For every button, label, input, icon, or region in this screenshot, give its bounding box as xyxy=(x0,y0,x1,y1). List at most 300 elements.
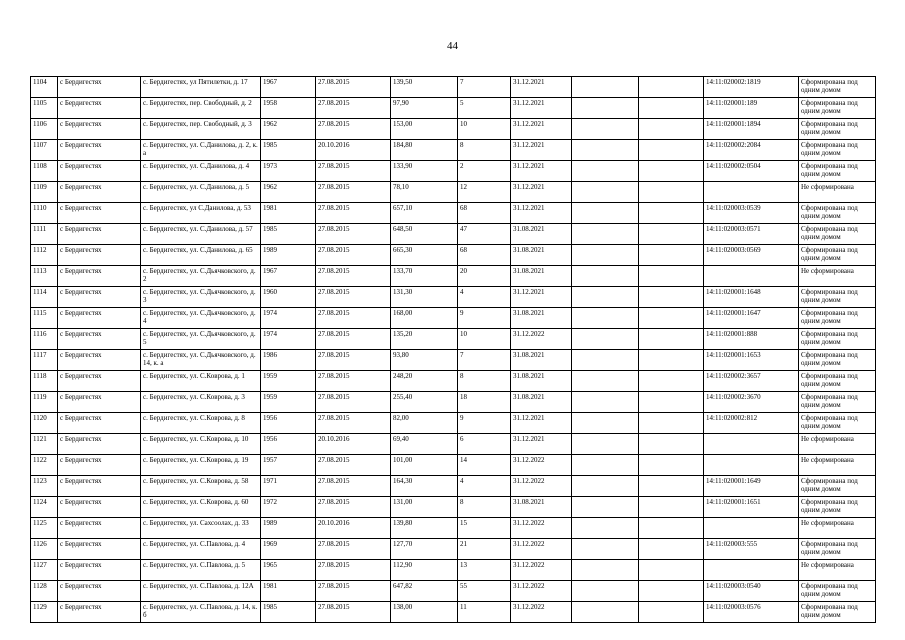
land-status-cell: Сформирована под одним домом xyxy=(799,224,876,245)
settlement-cell: с Бердигестях xyxy=(58,392,141,413)
table-row xyxy=(31,455,876,476)
settlement-cell: с Бердигестях xyxy=(58,140,141,161)
settlement-cell: с Бердигестях xyxy=(58,560,141,581)
land-status-cell: Сформирована под одним домом xyxy=(799,350,876,371)
area-cell: 82,00 xyxy=(391,413,458,434)
address-cell: с. Бердигестях, ул. Сахсоолах, д. 33 xyxy=(141,518,261,539)
inclusion-date-cell: 27.08.2015 xyxy=(316,266,391,287)
settlement-cell: с Бердигестях xyxy=(58,77,141,98)
planned-date-cell: 31.08.2021 xyxy=(511,224,572,245)
empty-cell xyxy=(639,539,704,560)
planned-date-cell: 31.08.2021 xyxy=(511,371,572,392)
planned-date-cell: 31.12.2021 xyxy=(511,182,572,203)
empty-cell xyxy=(639,203,704,224)
address-cell: с. Бердигестях, ул. С.Коврова, д. 1 xyxy=(141,371,261,392)
planned-date-cell: 31.12.2022 xyxy=(511,329,572,350)
settlement-cell: с Бердигестях xyxy=(58,371,141,392)
residents-cell: 68 xyxy=(458,203,511,224)
address-cell: с. Бердигестях, ул. С.Дьячковского, д. 5 xyxy=(141,329,261,350)
residents-cell: 55 xyxy=(458,581,511,602)
inclusion-date-cell: 27.08.2015 xyxy=(316,245,391,266)
planned-date-cell: 31.12.2021 xyxy=(511,287,572,308)
cadastral-number-cell xyxy=(704,182,799,203)
address-cell: с. Бердигестях, ул. С.Павлова, д. 14, к. б xyxy=(141,602,261,623)
cadastral-number-cell xyxy=(704,434,799,455)
empty-cell xyxy=(572,434,639,455)
inclusion-date-cell: 27.08.2015 xyxy=(316,392,391,413)
address-cell: с. Бердигестях, ул. С.Данилова, д. 57 xyxy=(141,224,261,245)
area-cell: 657,10 xyxy=(391,203,458,224)
build-year-cell: 1959 xyxy=(261,371,316,392)
land-status-cell: Сформирована под одним домом xyxy=(799,539,876,560)
area-cell: 184,80 xyxy=(391,140,458,161)
residents-cell: 10 xyxy=(458,119,511,140)
area-cell: 78,10 xyxy=(391,182,458,203)
inclusion-date-cell: 27.08.2015 xyxy=(316,476,391,497)
land-status-cell: Сформирована под одним домом xyxy=(799,497,876,518)
area-cell: 648,50 xyxy=(391,224,458,245)
planned-date-cell: 31.12.2021 xyxy=(511,119,572,140)
build-year-cell: 1981 xyxy=(261,581,316,602)
empty-cell xyxy=(639,518,704,539)
area-cell: 93,80 xyxy=(391,350,458,371)
row-number: 1121 xyxy=(31,434,58,455)
table-row xyxy=(31,140,876,161)
table-row xyxy=(31,245,876,266)
cadastral-number-cell: 14:11:020002:3670 xyxy=(704,392,799,413)
cadastral-number-cell: 14:11:020002:2084 xyxy=(704,140,799,161)
area-cell: 112,90 xyxy=(391,560,458,581)
area-cell: 139,80 xyxy=(391,518,458,539)
planned-date-cell: 31.08.2021 xyxy=(511,350,572,371)
land-status-cell: Сформирована под одним домом xyxy=(799,371,876,392)
residents-cell: 12 xyxy=(458,182,511,203)
build-year-cell: 1956 xyxy=(261,413,316,434)
residents-cell: 68 xyxy=(458,245,511,266)
empty-cell xyxy=(572,287,639,308)
area-cell: 101,00 xyxy=(391,455,458,476)
settlement-cell: с Бердигестях xyxy=(58,497,141,518)
cadastral-number-cell: 14:11:020001:1648 xyxy=(704,287,799,308)
row-number: 1127 xyxy=(31,560,58,581)
address-cell: с. Бердигестях, ул. С.Коврова, д. 3 xyxy=(141,392,261,413)
land-status-cell: Не сформирована xyxy=(799,182,876,203)
table-row xyxy=(31,371,876,392)
area-cell: 133,90 xyxy=(391,161,458,182)
empty-cell xyxy=(639,329,704,350)
area-cell: 665,30 xyxy=(391,245,458,266)
empty-cell xyxy=(572,98,639,119)
settlement-cell: с Бердигестях xyxy=(58,476,141,497)
cadastral-number-cell: 14:11:020001:189 xyxy=(704,98,799,119)
address-cell: с. Бердигестях, ул. С.Коврова, д. 8 xyxy=(141,413,261,434)
inclusion-date-cell: 27.08.2015 xyxy=(316,539,391,560)
address-cell: с. Бердигестях, ул. С.Павлова, д. 4 xyxy=(141,539,261,560)
empty-cell xyxy=(639,434,704,455)
planned-date-cell: 31.08.2021 xyxy=(511,497,572,518)
residents-cell: 11 xyxy=(458,602,511,623)
table-row xyxy=(31,287,876,308)
land-status-cell: Не сформирована xyxy=(799,455,876,476)
table-row xyxy=(31,518,876,539)
table-row xyxy=(31,98,876,119)
residents-cell: 4 xyxy=(458,476,511,497)
planned-date-cell: 31.12.2022 xyxy=(511,518,572,539)
settlement-cell: с Бердигестях xyxy=(58,539,141,560)
build-year-cell: 1972 xyxy=(261,497,316,518)
empty-cell xyxy=(572,224,639,245)
row-number: 1108 xyxy=(31,161,58,182)
address-cell: с. Бердигестях, ул. С.Павлова, д. 5 xyxy=(141,560,261,581)
land-status-cell: Сформирована под одним домом xyxy=(799,203,876,224)
empty-cell xyxy=(572,161,639,182)
row-number: 1129 xyxy=(31,602,58,623)
cadastral-number-cell: 14:11:020002:3657 xyxy=(704,371,799,392)
build-year-cell: 1985 xyxy=(261,224,316,245)
residents-cell: 47 xyxy=(458,224,511,245)
build-year-cell: 1959 xyxy=(261,392,316,413)
area-cell: 168,00 xyxy=(391,308,458,329)
planned-date-cell: 31.12.2022 xyxy=(511,539,572,560)
empty-cell xyxy=(572,371,639,392)
empty-cell xyxy=(639,371,704,392)
row-number: 1104 xyxy=(31,77,58,98)
address-cell: с. Бердигестях, ул. С.Дьячковского, д. 4 xyxy=(141,308,261,329)
residents-cell: 8 xyxy=(458,371,511,392)
cadastral-number-cell: 14:11:020002:812 xyxy=(704,413,799,434)
inclusion-date-cell: 27.08.2015 xyxy=(316,182,391,203)
land-status-cell: Сформирована под одним домом xyxy=(799,245,876,266)
inclusion-date-cell: 20.10.2016 xyxy=(316,518,391,539)
inclusion-date-cell: 27.08.2015 xyxy=(316,224,391,245)
empty-cell xyxy=(639,266,704,287)
empty-cell xyxy=(639,98,704,119)
empty-cell xyxy=(639,581,704,602)
area-cell: 131,30 xyxy=(391,287,458,308)
table-row xyxy=(31,161,876,182)
area-cell: 153,00 xyxy=(391,119,458,140)
cadastral-number-cell xyxy=(704,455,799,476)
inclusion-date-cell: 27.08.2015 xyxy=(316,161,391,182)
cadastral-number-cell: 14:11:020001:1894 xyxy=(704,119,799,140)
settlement-cell: с Бердигестях xyxy=(58,266,141,287)
residents-cell: 8 xyxy=(458,140,511,161)
land-status-cell: Сформирована под одним домом xyxy=(799,476,876,497)
residents-cell: 4 xyxy=(458,287,511,308)
settlement-cell: с Бердигестях xyxy=(58,581,141,602)
table-row xyxy=(31,392,876,413)
registry-body xyxy=(31,77,876,623)
row-number: 1123 xyxy=(31,476,58,497)
table-row xyxy=(31,413,876,434)
address-cell: с. Бердигестях, ул. С.Коврова, д. 58 xyxy=(141,476,261,497)
address-cell: с. Бердигестях, ул. С.Данилова, д. 65 xyxy=(141,245,261,266)
row-number: 1105 xyxy=(31,98,58,119)
table-row xyxy=(31,77,876,98)
empty-cell xyxy=(572,350,639,371)
table-row xyxy=(31,476,876,497)
inclusion-date-cell: 27.08.2015 xyxy=(316,77,391,98)
settlement-cell: с Бердигестях xyxy=(58,245,141,266)
row-number: 1114 xyxy=(31,287,58,308)
empty-cell xyxy=(639,560,704,581)
build-year-cell: 1958 xyxy=(261,98,316,119)
land-status-cell: Сформирована под одним домом xyxy=(799,98,876,119)
empty-cell xyxy=(639,77,704,98)
row-number: 1107 xyxy=(31,140,58,161)
build-year-cell: 1969 xyxy=(261,539,316,560)
row-number: 1110 xyxy=(31,203,58,224)
settlement-cell: с Бердигестях xyxy=(58,182,141,203)
empty-cell xyxy=(572,560,639,581)
empty-cell xyxy=(572,119,639,140)
build-year-cell: 1973 xyxy=(261,161,316,182)
empty-cell xyxy=(572,476,639,497)
cadastral-number-cell: 14:11:020003:0571 xyxy=(704,224,799,245)
planned-date-cell: 31.12.2021 xyxy=(511,140,572,161)
cadastral-number-cell: 14:11:020001:1649 xyxy=(704,476,799,497)
cadastral-number-cell: 14:11:020001:1653 xyxy=(704,350,799,371)
cadastral-number-cell: 14:11:020002:1819 xyxy=(704,77,799,98)
land-status-cell: Сформирована под одним домом xyxy=(799,581,876,602)
housing-registry-table xyxy=(30,76,876,623)
planned-date-cell: 31.12.2021 xyxy=(511,77,572,98)
residents-cell: 13 xyxy=(458,560,511,581)
residents-cell: 10 xyxy=(458,329,511,350)
inclusion-date-cell: 27.08.2015 xyxy=(316,581,391,602)
settlement-cell: с Бердигестях xyxy=(58,434,141,455)
empty-cell xyxy=(572,392,639,413)
empty-cell xyxy=(572,413,639,434)
build-year-cell: 1960 xyxy=(261,287,316,308)
table-row xyxy=(31,539,876,560)
address-cell: с. Бердигестях, ул. С.Дьячковского, д. 3 xyxy=(141,287,261,308)
planned-date-cell: 31.12.2022 xyxy=(511,602,572,623)
settlement-cell: с Бердигестях xyxy=(58,329,141,350)
build-year-cell: 1985 xyxy=(261,602,316,623)
empty-cell xyxy=(572,539,639,560)
planned-date-cell: 31.12.2022 xyxy=(511,455,572,476)
empty-cell xyxy=(572,203,639,224)
inclusion-date-cell: 27.08.2015 xyxy=(316,287,391,308)
row-number: 1125 xyxy=(31,518,58,539)
settlement-cell: с Бердигестях xyxy=(58,455,141,476)
residents-cell: 5 xyxy=(458,98,511,119)
table-row xyxy=(31,602,876,623)
settlement-cell: с Бердигестях xyxy=(58,413,141,434)
land-status-cell: Сформирована под одним домом xyxy=(799,308,876,329)
build-year-cell: 1974 xyxy=(261,329,316,350)
empty-cell xyxy=(572,497,639,518)
planned-date-cell: 31.08.2021 xyxy=(511,308,572,329)
inclusion-date-cell: 27.08.2015 xyxy=(316,497,391,518)
address-cell: с. Бердигестях, ул. С.Коврова, д. 10 xyxy=(141,434,261,455)
empty-cell xyxy=(639,476,704,497)
residents-cell: 6 xyxy=(458,434,511,455)
address-cell: с. Бердигестях, ул. С.Данилова, д. 4 xyxy=(141,161,261,182)
residents-cell: 7 xyxy=(458,350,511,371)
row-number: 1126 xyxy=(31,539,58,560)
cadastral-number-cell: 14:11:020003:0539 xyxy=(704,203,799,224)
area-cell: 647,82 xyxy=(391,581,458,602)
inclusion-date-cell: 27.08.2015 xyxy=(316,413,391,434)
empty-cell xyxy=(639,602,704,623)
residents-cell: 20 xyxy=(458,266,511,287)
address-cell: с. Бердигестях, пер. Свободный, д. 3 xyxy=(141,119,261,140)
address-cell: с. Бердигестях, ул. С.Данилова, д. 5 xyxy=(141,182,261,203)
cadastral-number-cell: 14:11:020001:888 xyxy=(704,329,799,350)
empty-cell xyxy=(572,77,639,98)
table-row xyxy=(31,182,876,203)
settlement-cell: с Бердигестях xyxy=(58,224,141,245)
planned-date-cell: 31.08.2021 xyxy=(511,266,572,287)
row-number: 1113 xyxy=(31,266,58,287)
settlement-cell: с Бердигестях xyxy=(58,308,141,329)
address-cell: с. Бердигестях, ул Пятилетки, д. 17 xyxy=(141,77,261,98)
build-year-cell: 1956 xyxy=(261,434,316,455)
empty-cell xyxy=(572,245,639,266)
empty-cell xyxy=(572,182,639,203)
settlement-cell: с Бердигестях xyxy=(58,119,141,140)
area-cell: 69,40 xyxy=(391,434,458,455)
land-status-cell: Сформирована под одним домом xyxy=(799,161,876,182)
settlement-cell: с Бердигестях xyxy=(58,518,141,539)
inclusion-date-cell: 27.08.2015 xyxy=(316,308,391,329)
empty-cell xyxy=(572,581,639,602)
row-number: 1118 xyxy=(31,371,58,392)
residents-cell: 21 xyxy=(458,539,511,560)
planned-date-cell: 31.12.2022 xyxy=(511,581,572,602)
cadastral-number-cell: 14:11:020003:0540 xyxy=(704,581,799,602)
land-status-cell: Сформирована под одним домом xyxy=(799,287,876,308)
settlement-cell: с Бердигестях xyxy=(58,350,141,371)
empty-cell xyxy=(572,140,639,161)
cadastral-number-cell: 14:11:020001:1647 xyxy=(704,308,799,329)
inclusion-date-cell: 20.10.2016 xyxy=(316,434,391,455)
settlement-cell: с Бердигестях xyxy=(58,602,141,623)
inclusion-date-cell: 27.08.2015 xyxy=(316,560,391,581)
planned-date-cell: 31.12.2021 xyxy=(511,203,572,224)
inclusion-date-cell: 20.10.2016 xyxy=(316,140,391,161)
land-status-cell: Сформирована под одним домом xyxy=(799,329,876,350)
empty-cell xyxy=(639,161,704,182)
build-year-cell: 1962 xyxy=(261,182,316,203)
build-year-cell: 1974 xyxy=(261,308,316,329)
area-cell: 135,20 xyxy=(391,329,458,350)
row-number: 1124 xyxy=(31,497,58,518)
cadastral-number-cell: 14:11:020002:0504 xyxy=(704,161,799,182)
row-number: 1120 xyxy=(31,413,58,434)
land-status-cell: Сформирована под одним домом xyxy=(799,119,876,140)
empty-cell xyxy=(639,245,704,266)
empty-cell xyxy=(639,119,704,140)
land-status-cell: Сформирована под одним домом xyxy=(799,413,876,434)
build-year-cell: 1971 xyxy=(261,476,316,497)
table-row xyxy=(31,329,876,350)
row-number: 1119 xyxy=(31,392,58,413)
residents-cell: 9 xyxy=(458,413,511,434)
settlement-cell: с Бердигестях xyxy=(58,203,141,224)
row-number: 1106 xyxy=(31,119,58,140)
inclusion-date-cell: 27.08.2015 xyxy=(316,203,391,224)
cadastral-number-cell xyxy=(704,560,799,581)
row-number: 1117 xyxy=(31,350,58,371)
table-row xyxy=(31,224,876,245)
area-cell: 139,50 xyxy=(391,77,458,98)
area-cell: 97,90 xyxy=(391,98,458,119)
empty-cell xyxy=(572,518,639,539)
build-year-cell: 1967 xyxy=(261,77,316,98)
table-row xyxy=(31,581,876,602)
residents-cell: 9 xyxy=(458,308,511,329)
planned-date-cell: 31.12.2022 xyxy=(511,476,572,497)
empty-cell xyxy=(572,602,639,623)
land-status-cell: Сформирована под одним домом xyxy=(799,140,876,161)
residents-cell: 14 xyxy=(458,455,511,476)
address-cell: с. Бердигестях, пер. Свободный, д. 2 xyxy=(141,98,261,119)
table-row xyxy=(31,203,876,224)
build-year-cell: 1962 xyxy=(261,119,316,140)
inclusion-date-cell: 27.08.2015 xyxy=(316,371,391,392)
build-year-cell: 1965 xyxy=(261,560,316,581)
address-cell: с. Бердигестях, ул. С.Данилова, д. 2, к. а xyxy=(141,140,261,161)
inclusion-date-cell: 27.08.2015 xyxy=(316,602,391,623)
empty-cell xyxy=(639,224,704,245)
table-row xyxy=(31,308,876,329)
table-row xyxy=(31,560,876,581)
address-cell: с. Бердигестях, ул С.Данилова, д. 53 xyxy=(141,203,261,224)
planned-date-cell: 31.08.2021 xyxy=(511,245,572,266)
row-number: 1116 xyxy=(31,329,58,350)
row-number: 1111 xyxy=(31,224,58,245)
land-status-cell: Не сформирована xyxy=(799,518,876,539)
row-number: 1109 xyxy=(31,182,58,203)
build-year-cell: 1985 xyxy=(261,140,316,161)
cadastral-number-cell: 14:11:020003:0569 xyxy=(704,245,799,266)
planned-date-cell: 31.12.2021 xyxy=(511,413,572,434)
build-year-cell: 1957 xyxy=(261,455,316,476)
empty-cell xyxy=(639,413,704,434)
area-cell: 255,40 xyxy=(391,392,458,413)
empty-cell xyxy=(639,497,704,518)
cadastral-number-cell: 14:11:020003:555 xyxy=(704,539,799,560)
empty-cell xyxy=(572,329,639,350)
land-status-cell: Сформирована под одним домом xyxy=(799,77,876,98)
empty-cell xyxy=(639,308,704,329)
empty-cell xyxy=(639,455,704,476)
residents-cell: 8 xyxy=(458,497,511,518)
land-status-cell: Не сформирована xyxy=(799,560,876,581)
build-year-cell: 1989 xyxy=(261,245,316,266)
build-year-cell: 1989 xyxy=(261,518,316,539)
cadastral-number-cell xyxy=(704,518,799,539)
area-cell: 248,20 xyxy=(391,371,458,392)
page-number: 44 xyxy=(447,40,458,52)
table-row xyxy=(31,434,876,455)
table-row xyxy=(31,266,876,287)
address-cell: с. Бердигестях, ул. С.Коврова, д. 19 xyxy=(141,455,261,476)
empty-cell xyxy=(639,392,704,413)
area-cell: 133,70 xyxy=(391,266,458,287)
cadastral-number-cell: 14:11:020003:0576 xyxy=(704,602,799,623)
cadastral-number-cell xyxy=(704,266,799,287)
table-row xyxy=(31,497,876,518)
build-year-cell: 1967 xyxy=(261,266,316,287)
planned-date-cell: 31.12.2021 xyxy=(511,434,572,455)
area-cell: 131,00 xyxy=(391,497,458,518)
planned-date-cell: 31.12.2022 xyxy=(511,560,572,581)
table-row xyxy=(31,350,876,371)
